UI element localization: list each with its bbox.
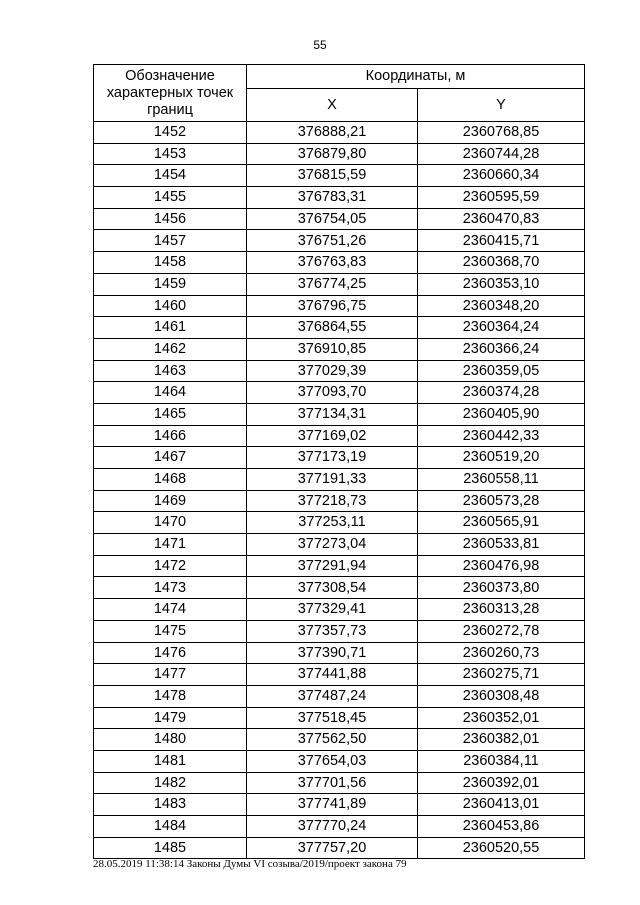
cell-point-id: 1464: [94, 382, 247, 404]
table-row: [94, 425, 585, 447]
table-row: [94, 664, 585, 686]
cell-y: 2360519,20: [418, 447, 585, 469]
table-row: [94, 360, 585, 382]
cell-x: 376751,26: [247, 230, 418, 252]
cell-point-id: 1473: [94, 577, 247, 599]
table-row: [94, 295, 585, 317]
table-row: [94, 577, 585, 599]
cell-y: 2360382,01: [418, 729, 585, 751]
table-row: [94, 382, 585, 404]
table-row: [94, 620, 585, 642]
cell-x: 377253,11: [247, 512, 418, 534]
cell-point-id: 1484: [94, 816, 247, 838]
cell-x: 377770,24: [247, 816, 418, 838]
cell-y: 2360470,83: [418, 208, 585, 230]
cell-x: 376796,75: [247, 295, 418, 317]
cell-point-id: 1468: [94, 469, 247, 491]
cell-point-id: 1482: [94, 772, 247, 794]
cell-x: 376783,31: [247, 187, 418, 209]
cell-y: 2360384,11: [418, 750, 585, 772]
cell-point-id: 1465: [94, 403, 247, 425]
table-row: [94, 230, 585, 252]
cell-point-id: 1481: [94, 750, 247, 772]
footer-stamp: 28.05.2019 11:38:14 Законы Думы VI созыва/2019/проект закона 79: [93, 858, 407, 870]
table-row: [94, 512, 585, 534]
cell-x: 376864,55: [247, 317, 418, 339]
table-row: [94, 534, 585, 556]
cell-y: 2360744,28: [418, 143, 585, 165]
cell-point-id: 1460: [94, 295, 247, 317]
cell-x: 377329,41: [247, 599, 418, 621]
cell-point-id: 1454: [94, 165, 247, 187]
table-row: [94, 707, 585, 729]
cell-point-id: 1466: [94, 425, 247, 447]
table-row: [94, 729, 585, 751]
table-row: [94, 772, 585, 794]
header-coordinates: Координаты, м: [247, 65, 585, 89]
cell-x: 377093,70: [247, 382, 418, 404]
cell-point-id: 1477: [94, 664, 247, 686]
cell-y: 2360533,81: [418, 534, 585, 556]
cell-x: 377562,50: [247, 729, 418, 751]
cell-y: 2360364,24: [418, 317, 585, 339]
table-body: [94, 122, 585, 859]
cell-point-id: 1461: [94, 317, 247, 339]
cell-point-id: 1462: [94, 338, 247, 360]
cell-y: 2360453,86: [418, 816, 585, 838]
table-row: [94, 208, 585, 230]
coordinates-table: [93, 64, 585, 859]
cell-x: 377173,19: [247, 447, 418, 469]
cell-x: 377654,03: [247, 750, 418, 772]
table-row: [94, 685, 585, 707]
cell-y: 2360405,90: [418, 403, 585, 425]
cell-y: 2360573,28: [418, 490, 585, 512]
cell-y: 2360442,33: [418, 425, 585, 447]
cell-point-id: 1469: [94, 490, 247, 512]
cell-y: 2360359,05: [418, 360, 585, 382]
table-row: [94, 469, 585, 491]
cell-x: 377518,45: [247, 707, 418, 729]
table-row: [94, 447, 585, 469]
table-row: [94, 252, 585, 274]
table-row: [94, 490, 585, 512]
cell-x: 377273,04: [247, 534, 418, 556]
cell-x: 377029,39: [247, 360, 418, 382]
cell-y: 2360313,28: [418, 599, 585, 621]
cell-y: 2360366,24: [418, 338, 585, 360]
table-row: [94, 122, 585, 144]
cell-x: 377701,56: [247, 772, 418, 794]
cell-y: 2360272,78: [418, 620, 585, 642]
cell-point-id: 1485: [94, 837, 247, 859]
cell-x: 376763,83: [247, 252, 418, 274]
cell-point-id: 1476: [94, 642, 247, 664]
cell-x: 377218,73: [247, 490, 418, 512]
cell-y: 2360352,01: [418, 707, 585, 729]
table-row: [94, 338, 585, 360]
cell-x: 377487,24: [247, 685, 418, 707]
table-row: [94, 403, 585, 425]
cell-point-id: 1455: [94, 187, 247, 209]
cell-point-id: 1475: [94, 620, 247, 642]
cell-x: 377191,33: [247, 469, 418, 491]
table-row: [94, 143, 585, 165]
cell-y: 2360565,91: [418, 512, 585, 534]
header-y: Y: [418, 89, 585, 122]
table-row: [94, 750, 585, 772]
table-row: [94, 555, 585, 577]
cell-y: 2360768,85: [418, 122, 585, 144]
cell-y: 2360275,71: [418, 664, 585, 686]
table-row: [94, 273, 585, 295]
cell-y: 2360260,73: [418, 642, 585, 664]
cell-point-id: 1452: [94, 122, 247, 144]
cell-x: 377291,94: [247, 555, 418, 577]
cell-point-id: 1483: [94, 794, 247, 816]
page-number: 55: [313, 38, 327, 52]
cell-x: 377357,73: [247, 620, 418, 642]
cell-point-id: 1456: [94, 208, 247, 230]
cell-x: 376754,05: [247, 208, 418, 230]
header-point-label: Обозначение характерных точек границ: [94, 65, 247, 122]
header-x: X: [247, 89, 418, 122]
cell-y: 2360374,28: [418, 382, 585, 404]
cell-point-id: 1478: [94, 685, 247, 707]
cell-x: 376774,25: [247, 273, 418, 295]
cell-point-id: 1472: [94, 555, 247, 577]
cell-x: 377741,89: [247, 794, 418, 816]
cell-y: 2360353,10: [418, 273, 585, 295]
table-row: [94, 165, 585, 187]
cell-point-id: 1458: [94, 252, 247, 274]
cell-x: 377308,54: [247, 577, 418, 599]
cell-y: 2360368,70: [418, 252, 585, 274]
cell-y: 2360476,98: [418, 555, 585, 577]
cell-y: 2360415,71: [418, 230, 585, 252]
cell-y: 2360595,59: [418, 187, 585, 209]
cell-point-id: 1453: [94, 143, 247, 165]
table-row: [94, 837, 585, 859]
table-row: [94, 187, 585, 209]
cell-point-id: 1474: [94, 599, 247, 621]
cell-x: 377757,20: [247, 837, 418, 859]
cell-x: 376815,59: [247, 165, 418, 187]
cell-y: 2360520,55: [418, 837, 585, 859]
cell-x: 377134,31: [247, 403, 418, 425]
table-row: [94, 642, 585, 664]
cell-y: 2360308,48: [418, 685, 585, 707]
cell-x: 376879,80: [247, 143, 418, 165]
cell-x: 376910,85: [247, 338, 418, 360]
cell-point-id: 1480: [94, 729, 247, 751]
cell-y: 2360558,11: [418, 469, 585, 491]
cell-x: 377390,71: [247, 642, 418, 664]
cell-y: 2360392,01: [418, 772, 585, 794]
cell-x: 377441,88: [247, 664, 418, 686]
cell-point-id: 1463: [94, 360, 247, 382]
cell-x: 377169,02: [247, 425, 418, 447]
cell-point-id: 1471: [94, 534, 247, 556]
cell-point-id: 1479: [94, 707, 247, 729]
cell-y: 2360348,20: [418, 295, 585, 317]
cell-y: 2360660,34: [418, 165, 585, 187]
cell-y: 2360413,01: [418, 794, 585, 816]
cell-point-id: 1459: [94, 273, 247, 295]
table-row: [94, 317, 585, 339]
table-row: [94, 794, 585, 816]
cell-point-id: 1470: [94, 512, 247, 534]
table-row: [94, 599, 585, 621]
cell-point-id: 1467: [94, 447, 247, 469]
table-header: [94, 65, 585, 122]
cell-point-id: 1457: [94, 230, 247, 252]
cell-y: 2360373,80: [418, 577, 585, 599]
table-row: [94, 816, 585, 838]
cell-x: 376888,21: [247, 122, 418, 144]
